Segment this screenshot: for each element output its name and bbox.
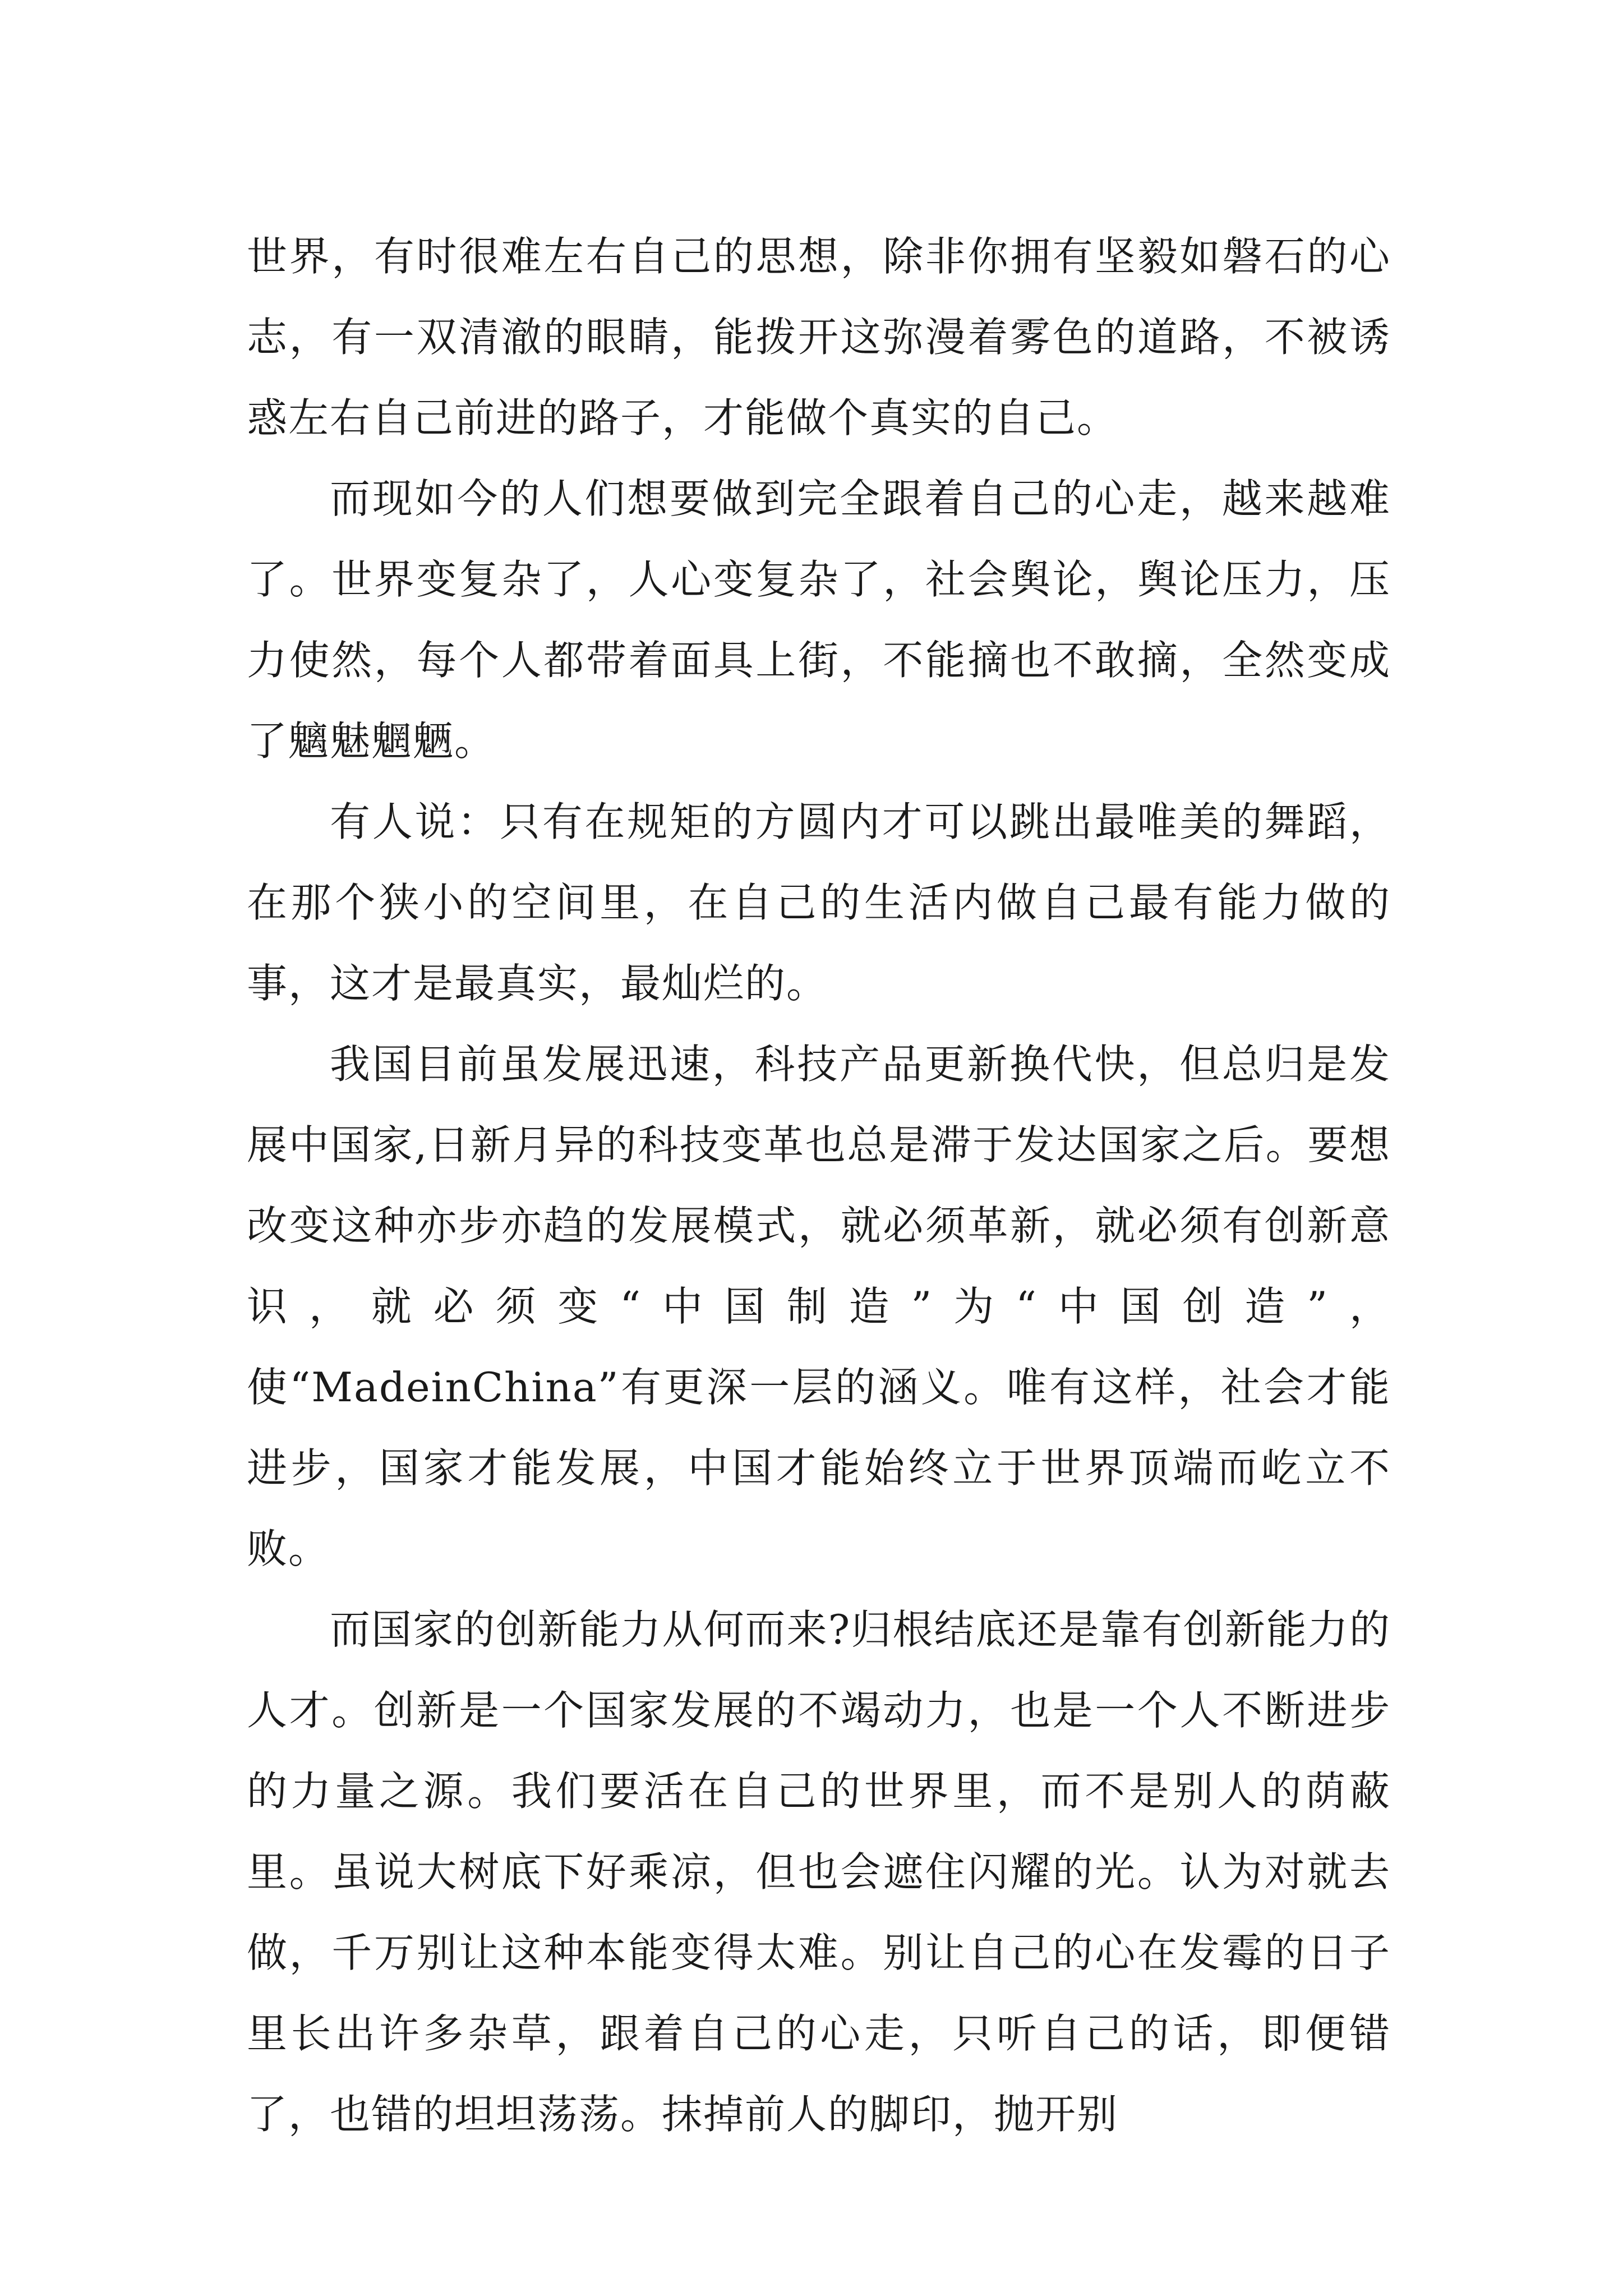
paragraph-2: 而现如今的人们想要做到完全跟着自己的心走，越来越难了。世界变复杂了，人心变复杂了，社会舆论，舆论压力，压力使然，每个人都带着面具上街，不能摘也不敢摘，全然变成了魑魅魍魉。	[247, 475, 1391, 765]
paragraph-4: 我国目前虽发展迅速，科技产品更新换代快，但总归是发展中国家,日新月异的科技变革也总是滞于发达国家之后。要想改变这种亦步亦趋的发展模式，就必须革新，就必须有创新意识，就必须变“中国制造”为“中国创造”，使“MadeinChina”有更深一层的涵义。唯有这样，社会才能进步，国家才能发展，中国才能始终立于世界顶端而屹立不败。	[247, 1041, 1391, 1572]
paragraph-1: 世界，有时很难左右自己的思想，除非你拥有坚毅如磐石的心志，有一双清澈的眼睛，能拨开这弥漫着雾色的道路，不被诱惑左右自己前进的路子，才能做个真实的自己。	[247, 233, 1391, 441]
paragraph-5: 而国家的创新能力从何而来?归根结底还是靠有创新能力的人才。创新是一个国家发展的不竭动力，也是一个人不断进步的力量之源。我们要活在自己的世界里，而不是别人的荫蔽里。虽说大树底下好乘凉，但也会遮住闪耀的光。认为对就去做，千万别让这种本能变得太难。别让自己的心在发霉的日子里长出许多杂草，跟着自己的心走，只听自己的话，即便错了，也错的坦坦荡荡。抹掉前人的脚印，抛开别	[247, 1606, 1391, 2138]
document-body	[247, 216, 1391, 2155]
paragraph-3: 有人说：只有在规矩的方圆内才可以跳出最唯美的舞蹈，在那个狭小的空间里，在自己的生活内做自己最有能力做的事，这才是最真实，最灿烂的。	[247, 798, 1391, 1007]
